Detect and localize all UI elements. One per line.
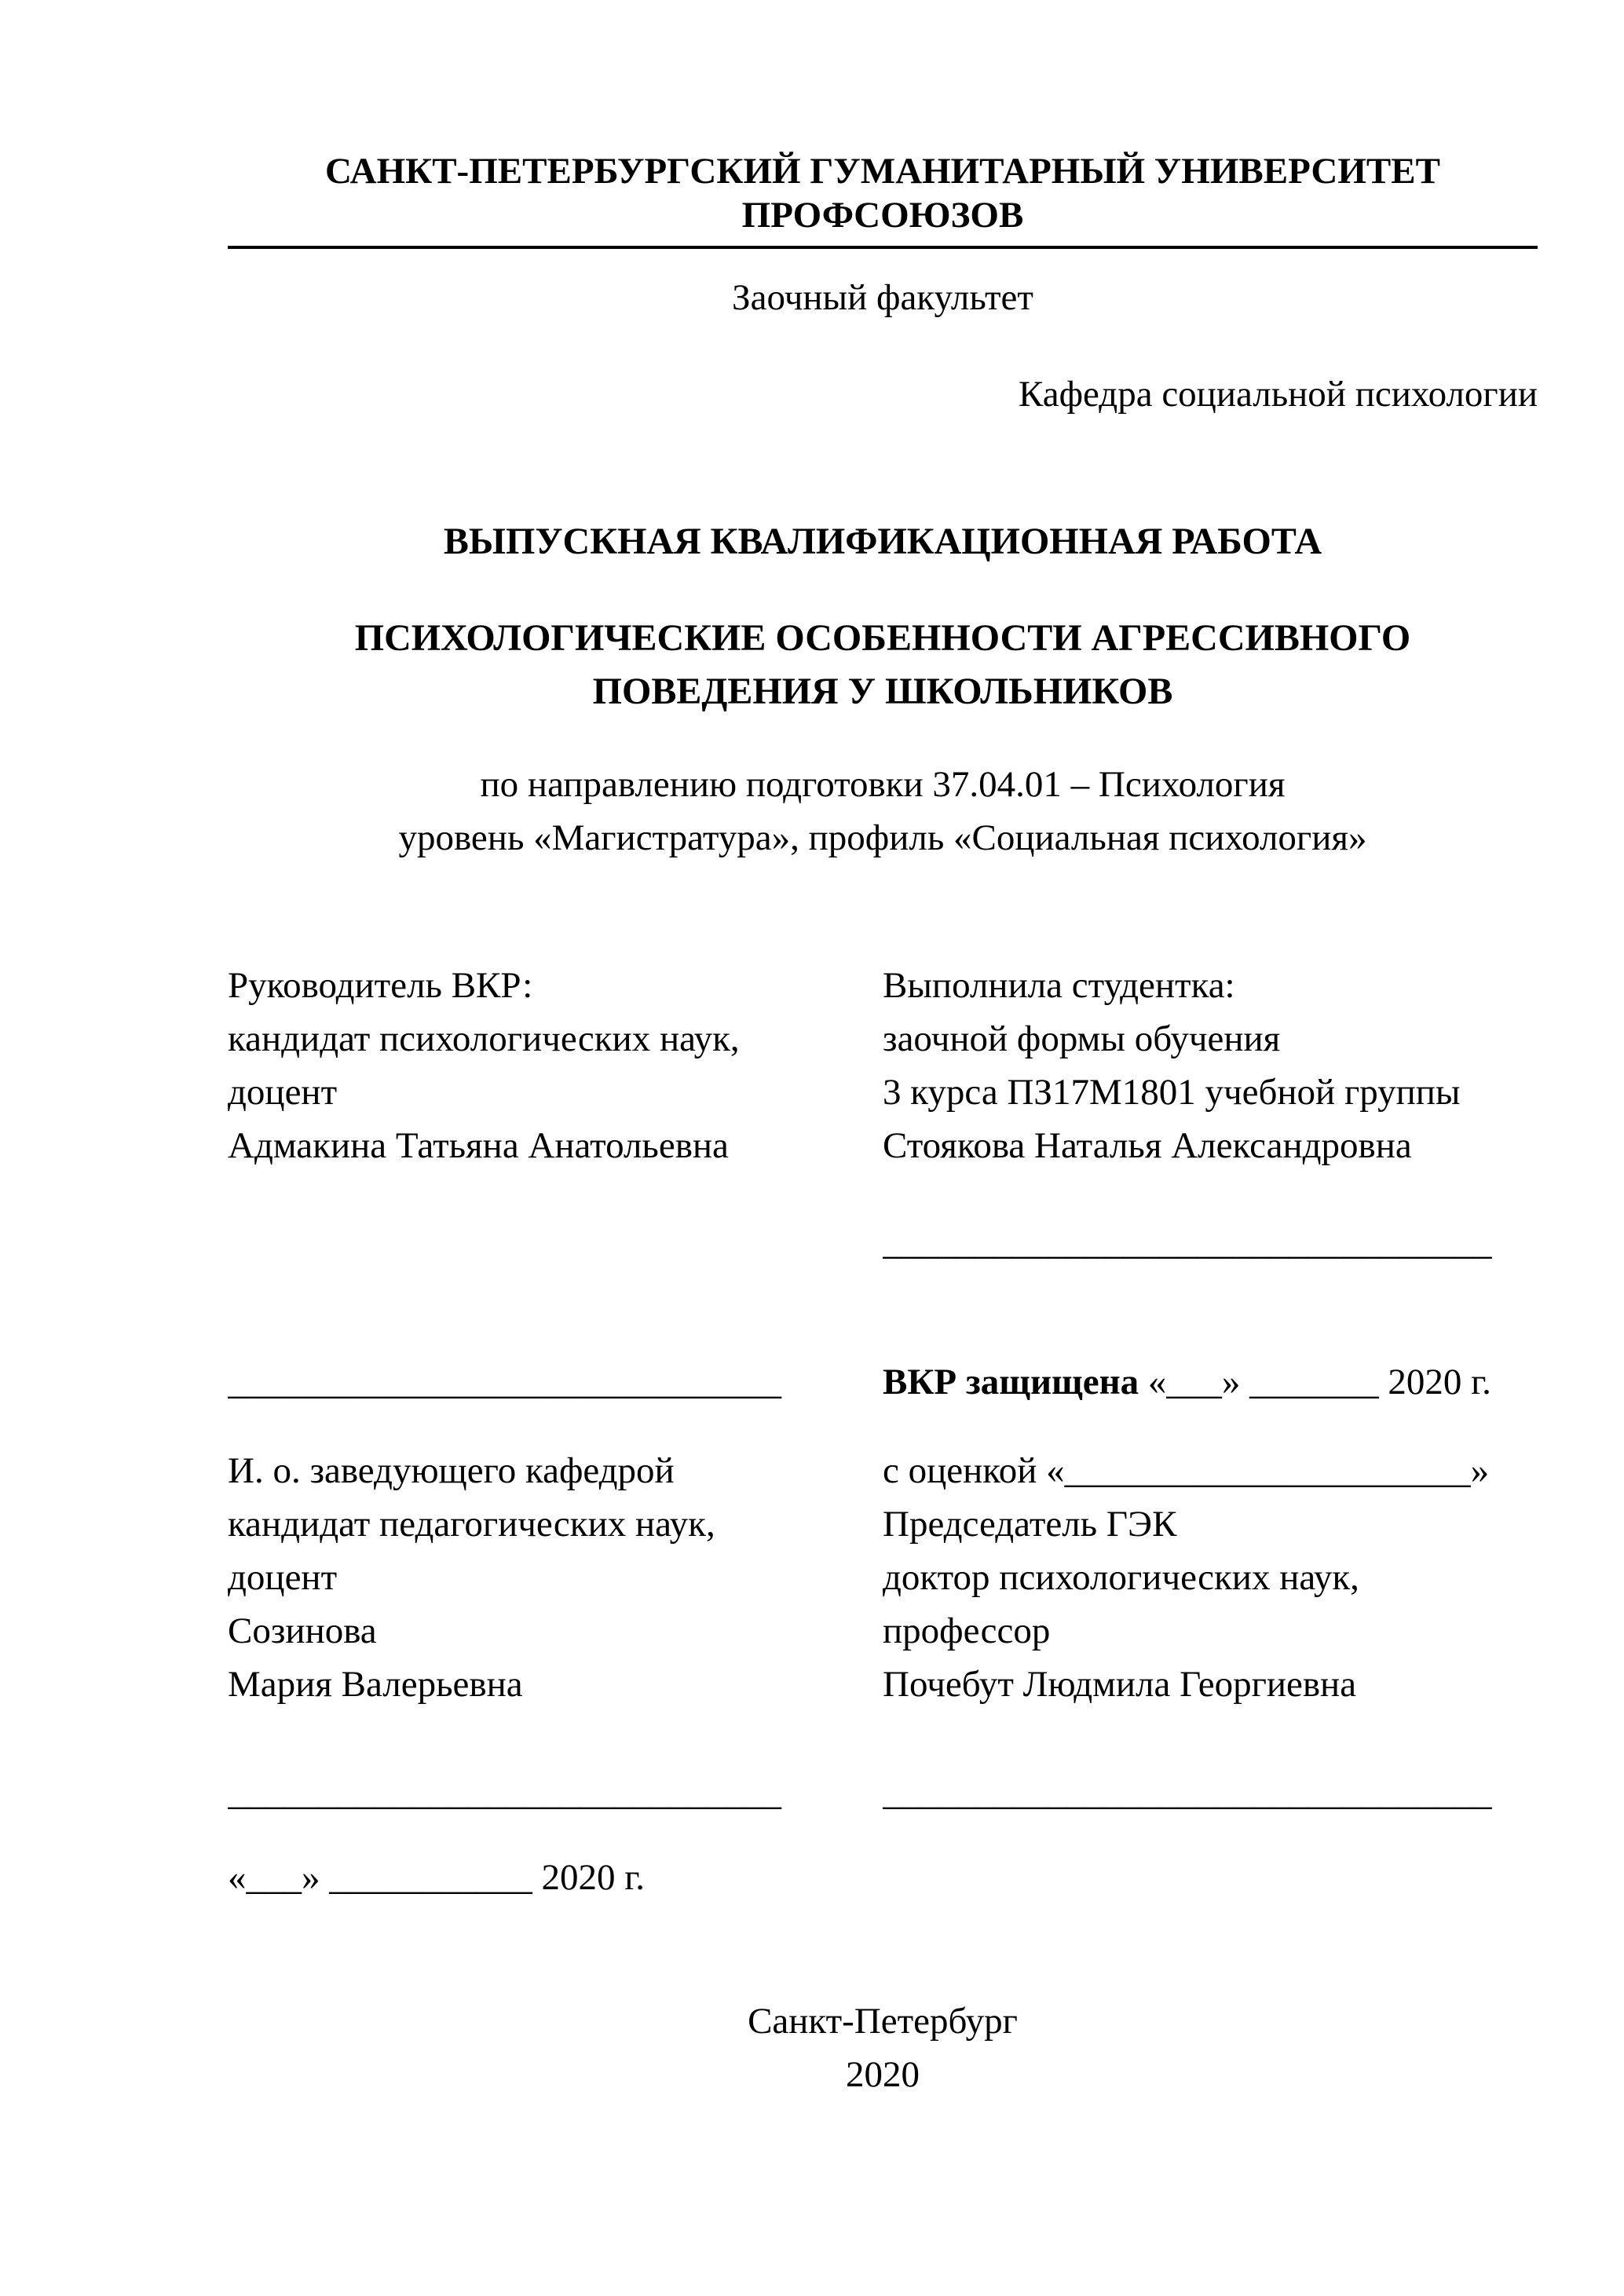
committee-chair-name: Почебут Людмила Георгиевна bbox=[883, 1663, 1357, 1705]
committee-block bbox=[883, 1444, 1538, 1711]
grade-blank-line: с оценкой «______________________» bbox=[883, 1450, 1490, 1491]
department-head-name: Мария Валерьевна bbox=[228, 1663, 523, 1705]
student-signature-line: _________________________________ bbox=[883, 1221, 1492, 1263]
thesis-title-line-1: ПСИХОЛОГИЧЕСКИЕ ОСОБЕННОСТИ АГРЕССИВНОГО bbox=[354, 616, 1411, 659]
student-role: Выполнила студентка: bbox=[883, 964, 1235, 1006]
program-info bbox=[228, 758, 1538, 865]
defense-status-line bbox=[883, 1355, 1538, 1409]
supervisor-rank: доцент bbox=[228, 1071, 338, 1113]
supervisor-name: Адмакина Татьяна Анатольевна bbox=[228, 1124, 729, 1166]
work-type-title: ВЫПУСКНАЯ КВАЛИФИКАЦИОННАЯ РАБОТА bbox=[443, 520, 1322, 562]
thesis-title-line-2: ПОВЕДЕНИЯ У ШКОЛЬНИКОВ bbox=[592, 670, 1173, 712]
committee-chair-signature-line: _________________________________ bbox=[883, 1771, 1492, 1813]
defense-row bbox=[228, 1355, 1538, 1409]
committee-chair-role: Председатель ГЭК bbox=[883, 1503, 1177, 1545]
defense-label: ВКР защищена bbox=[883, 1361, 1139, 1402]
department-head-signature-line: ______________________________ bbox=[228, 1771, 781, 1813]
department-name: Кафедра социальной психологии bbox=[1019, 373, 1538, 415]
head-date-line: «___» ___________ 2020 г. bbox=[228, 1856, 645, 1898]
student-signature-row bbox=[228, 1216, 1538, 1269]
defense-date-blank: «___» _______ 2020 г. bbox=[1147, 1361, 1491, 1402]
people-row bbox=[228, 959, 1538, 1172]
program-direction-line: по направлению подготовки 37.04.01 – Психология bbox=[480, 763, 1286, 805]
imprint-city: Санкт-Петербург bbox=[748, 2000, 1018, 2042]
program-level-line: уровень «Магистратура», профиль «Социальная психология» bbox=[398, 817, 1367, 858]
imprint bbox=[228, 1994, 1538, 2101]
university-name: САНКТ-ПЕТЕРБУРГСКИЙ ГУМАНИТАРНЫЙ УНИВЕРСИТЕТ ПРОФСОЮЗОВ bbox=[228, 149, 1538, 249]
student-block bbox=[883, 959, 1538, 1172]
department-head-role: И. о. заведующего кафедрой bbox=[228, 1450, 675, 1491]
student-name: Стоякова Наталья Александровна bbox=[883, 1124, 1412, 1166]
supervisor-role: Руководитель ВКР: bbox=[228, 964, 533, 1006]
officials-row bbox=[228, 1444, 1538, 1711]
faculty-name: Заочный факультет bbox=[732, 276, 1033, 318]
signatures-row bbox=[228, 1766, 1538, 1819]
supervisor-signature-line: ______________________________ bbox=[228, 1361, 781, 1402]
student-study-form: заочной формы обучения bbox=[883, 1018, 1281, 1059]
spacer bbox=[883, 1851, 1538, 1904]
date-row bbox=[228, 1851, 1538, 1904]
student-group: 3 курса ПЗ17М1801 учебной группы bbox=[883, 1071, 1461, 1113]
department-head-surname: Созинова bbox=[228, 1610, 377, 1651]
thesis-title bbox=[228, 612, 1538, 718]
committee-chair-rank: профессор bbox=[883, 1610, 1051, 1651]
department-head-rank: доцент bbox=[228, 1556, 338, 1598]
committee-chair-degree: доктор психологических наук, bbox=[883, 1556, 1359, 1598]
department-head-degree: кандидат педагогических наук, bbox=[228, 1503, 715, 1545]
supervisor-degree: кандидат психологических наук, bbox=[228, 1018, 740, 1059]
department-head-block bbox=[228, 1444, 883, 1711]
spacer bbox=[228, 1216, 883, 1269]
supervisor-block bbox=[228, 959, 883, 1172]
imprint-year: 2020 bbox=[846, 2053, 920, 2095]
